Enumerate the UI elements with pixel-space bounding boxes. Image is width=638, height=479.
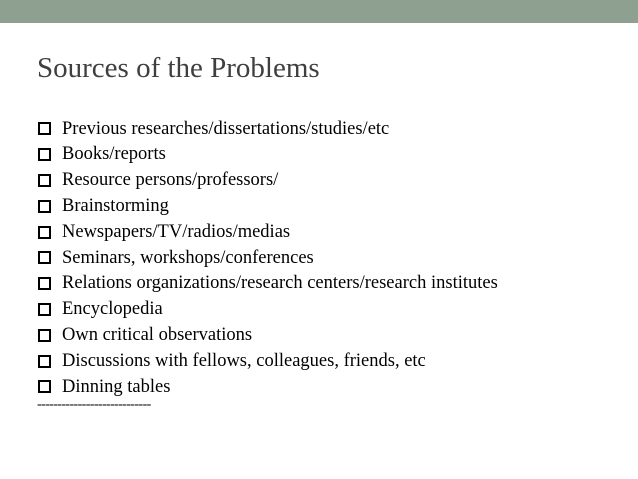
list-item [37,348,498,374]
slide-title: Sources of the Problems [37,52,320,84]
hollow-square-icon [38,200,51,213]
list-item [37,116,498,142]
bullet-text: Seminars, workshops/conferences [62,247,314,268]
hollow-square-icon [38,148,51,161]
hollow-square-icon [38,226,51,239]
trailing-dashes: ---------------------------- [37,397,151,412]
bullet-text: Discussions with fellows, colleagues, friends, etc [62,350,426,371]
list-item [37,219,498,245]
bullet-text: Dinning tables [62,376,171,397]
bullet-text: Own critical observations [62,325,253,346]
bullet-text: Previous researches/dissertations/studies/etc [62,118,390,139]
hollow-square-icon [38,122,51,135]
list-item [37,297,498,323]
bullet-text: Resource persons/professors/ [62,170,279,191]
list-item [37,193,498,219]
hollow-square-icon [38,329,51,342]
hollow-square-icon [38,380,51,393]
list-item [37,271,498,297]
hollow-square-icon [38,174,51,187]
bullet-text: Books/reports [62,144,166,165]
top-color-band [0,0,638,23]
list-item [37,374,498,400]
bullet-list [37,116,498,400]
hollow-square-icon [38,355,51,368]
list-item [37,168,498,194]
hollow-square-icon [38,303,51,316]
list-item [37,245,498,271]
list-item [37,142,498,168]
hollow-square-icon [38,277,51,290]
bullet-text: Encyclopedia [62,299,163,320]
bullet-text: Newspapers/TV/radios/medias [62,221,291,242]
bullet-text: Brainstorming [62,196,169,217]
hollow-square-icon [38,251,51,264]
list-item [37,322,498,348]
bullet-text: Relations organizations/research centers/research institutes [62,273,498,294]
